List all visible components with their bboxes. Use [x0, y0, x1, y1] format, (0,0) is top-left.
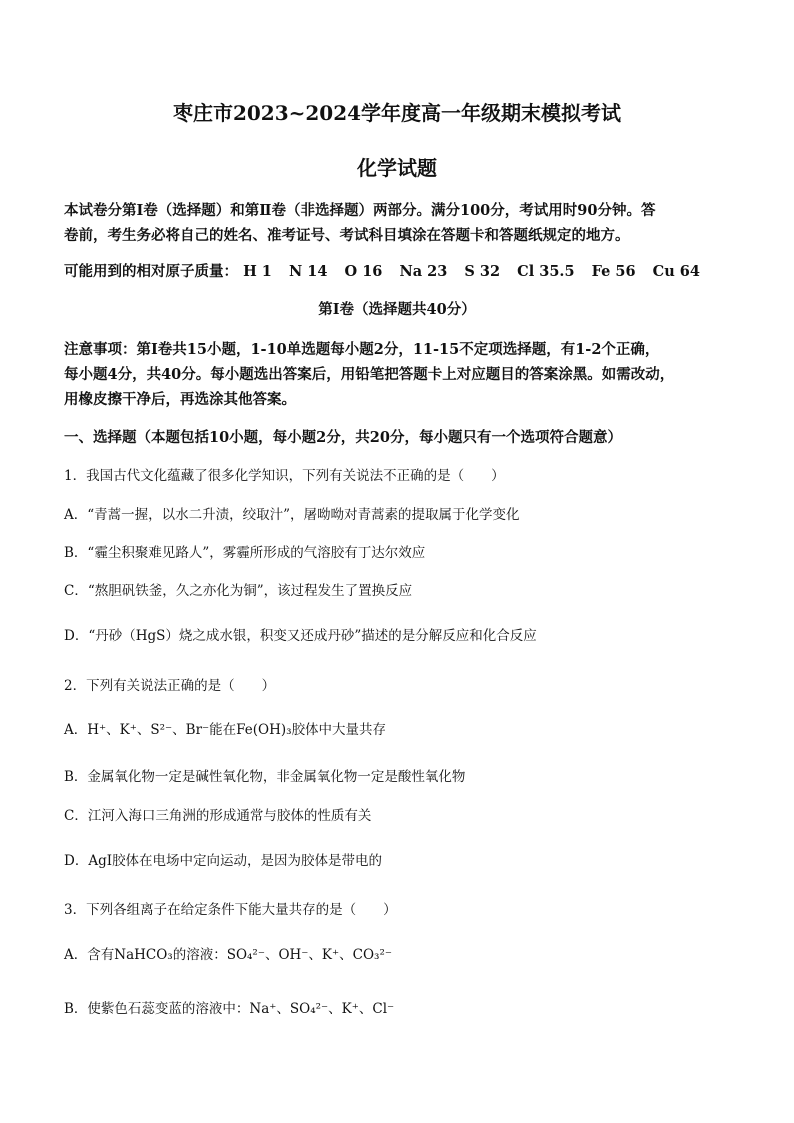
notice-line-1: 注意事项：第Ⅰ卷共15小题，1-10单选题每小题2分，11-15不定项选择题，有1-2个正确，	[64, 341, 660, 358]
atomic-mass-label: 可能用到的相对原子质量：	[64, 263, 238, 280]
ion-list: Na⁺、SO₄²⁻、K⁺、Cl⁻	[249, 1001, 395, 1017]
atomic-mass-item: O 16	[344, 263, 383, 280]
option-text: 的溶液：	[172, 947, 227, 963]
chemical-formula: Fe(OH)₃	[236, 722, 292, 738]
q2-option-a	[64, 720, 744, 740]
notice-line-2: 每小题4分，共40分。每小题选出答案后，用铅笔把答题卡上对应题目的答案涂黑。如需改动，	[64, 366, 675, 383]
notice-line-3: 用橡皮擦干净后，再选涂其他答案。	[64, 391, 296, 408]
option-letter: A．	[64, 722, 88, 738]
intro-line-2: 卷前，考生务必将自己的姓名、准考证号、考试科目填涂在答题卡和答题纸规定的地方。	[64, 227, 630, 244]
q1-option-d: D．“丹砂（HgS）烧之成水银，积变又还成丹砂”描述的是分解反应和化合反应	[64, 628, 537, 644]
atomic-mass-item: S 32	[464, 263, 501, 280]
chemical-formula: AgI	[88, 853, 113, 869]
q3-option-a	[64, 945, 744, 965]
option-letter: D．	[64, 853, 89, 869]
option-text: B．使紫色石蕊变蓝的溶液中：	[64, 1001, 250, 1017]
part-heading: 一、选择题（本题包括10小题，每小题2分，共20分，每小题只有一个选项符合题意）	[64, 429, 622, 446]
atomic-mass-item: N 14	[288, 263, 328, 280]
exam-subtitle: 化学试题	[357, 156, 437, 180]
q3-stem: 3．下列各组离子在给定条件下能大量共存的是（ ）	[64, 902, 397, 918]
q3-option-b	[64, 999, 744, 1019]
q1-stem: 1．我国古代文化蕴藏了很多化学知识，下列有关说法不正确的是（ ）	[64, 468, 505, 484]
exam-title: 枣庄市2023~2024学年度高一年级期末模拟考试	[172, 101, 622, 125]
atomic-mass-line	[64, 262, 734, 282]
q2-option-d	[64, 851, 744, 871]
option-text: 胶体在电场中定向运动，是因为胶体是带电的	[112, 853, 383, 869]
ion-list: H⁺、K⁺、S²⁻、Br⁻	[87, 722, 210, 738]
atomic-mass-item: Cl 35.5	[517, 263, 575, 280]
q1-option-c: C．“熬胆矾铁釜，久之亦化为铜”，该过程发生了置换反应	[64, 583, 413, 599]
option-text: 能在	[209, 722, 237, 738]
intro-line-1: 本试卷分第Ⅰ卷（选择题）和第Ⅱ卷（非选择题）两部分。满分100分，考试用时90分钟。答	[64, 202, 656, 219]
ion-list: SO₄²⁻、OH⁻、K⁺、CO₃²⁻	[226, 947, 392, 963]
option-text: 胶体中大量共存	[291, 722, 387, 738]
atomic-mass-item: Cu 64	[652, 263, 700, 280]
section-title: 第Ⅰ卷（选择题共40分）	[318, 301, 476, 318]
q2-option-c: C．江河入海口三角洲的形成通常与胶体的性质有关	[64, 808, 372, 824]
q2-option-b: B．金属氧化物一定是碱性氧化物，非金属氧化物一定是酸性氧化物	[64, 769, 466, 785]
chemical-formula: NaHCO₃	[114, 947, 173, 963]
q1-option-a: A．“青蒿一握，以水二升渍，绞取汁”，屠呦呦对青蒿素的提取属于化学变化	[64, 507, 520, 523]
q1-option-b: B．“霾尘积聚难见路人”，雾霾所形成的气溶胶有丁达尔效应	[64, 545, 426, 561]
atomic-mass-item: Fe 56	[591, 263, 636, 280]
atomic-mass-item: H 1	[243, 263, 272, 280]
atomic-mass-item: Na 23	[399, 263, 448, 280]
option-text: A．含有	[64, 947, 115, 963]
q2-stem: 2．下列有关说法正确的是（ ）	[64, 678, 276, 694]
